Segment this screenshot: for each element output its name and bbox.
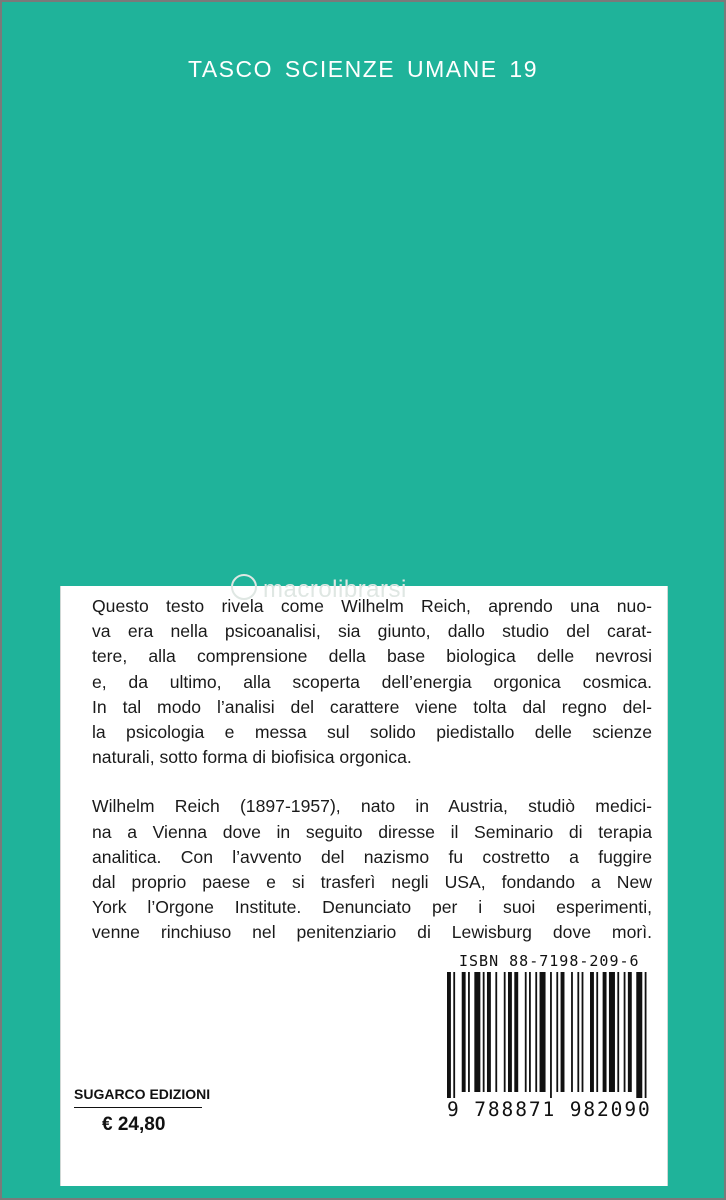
barcode-bar bbox=[577, 972, 579, 1092]
barcode-bar bbox=[487, 972, 491, 1092]
barcode-bar bbox=[550, 972, 552, 1098]
blurb-paragraph-2 bbox=[92, 794, 652, 945]
barcode-bar bbox=[535, 972, 537, 1092]
blurb-line: venne rinchiuso nel penitenziario di Lewisburg dove morì. bbox=[92, 922, 652, 943]
blurb-line: Questo testo rivela come Wilhelm Reich, aprendo una nuo- bbox=[92, 596, 652, 616]
blurb-line: analitica. Con l’avvento del nazismo fu costretto a fuggire bbox=[92, 846, 652, 867]
barcode-bar bbox=[561, 972, 565, 1092]
publisher-name: SUGARCO EDIZIONI bbox=[74, 1086, 211, 1102]
barcode-bar bbox=[645, 972, 647, 1098]
price: € 24,80 bbox=[102, 1114, 166, 1135]
blurb-line: York l’Orgone Institute. Denunciato per i suoi esperimenti, bbox=[92, 897, 652, 918]
ean-digits: 9 788871 982090 bbox=[447, 1098, 652, 1121]
blurb-line: na a Vienna dove in seguito diresse il Seminario di terapia bbox=[92, 821, 652, 842]
barcode-bar bbox=[628, 972, 632, 1092]
blurb bbox=[92, 594, 652, 946]
barcode-bar bbox=[495, 972, 497, 1092]
barcode-bar bbox=[508, 972, 512, 1092]
blurb-line: la psicologia e messa sul solido piedistallo delle scienze bbox=[92, 722, 652, 743]
barcode-bar bbox=[624, 972, 626, 1092]
barcode-bar bbox=[453, 972, 455, 1098]
barcode bbox=[447, 972, 651, 1098]
barcode-bar bbox=[468, 972, 470, 1092]
barcode-bar bbox=[447, 972, 451, 1098]
barcode-bar bbox=[529, 972, 531, 1092]
blurb-line: In tal modo l’analisi del carattere viene tolta dal regno del- bbox=[92, 696, 652, 717]
barcode-bar bbox=[603, 972, 607, 1092]
blurb-line: dal proprio paese e si trasferì negli USA, fondando a New bbox=[92, 872, 652, 893]
barcode-bar bbox=[609, 972, 615, 1092]
barcode-bar bbox=[483, 972, 485, 1092]
barcode-bar bbox=[504, 972, 506, 1092]
barcode-bar bbox=[474, 972, 480, 1092]
watermark-text: macrolibrarsi bbox=[263, 576, 407, 603]
blurb-paragraph-1 bbox=[92, 594, 652, 770]
blurb-line: naturali, sotto forma di biofisica orgonica. bbox=[92, 747, 412, 768]
barcode-bar bbox=[525, 972, 527, 1092]
barcode-bar bbox=[556, 972, 558, 1092]
barcode-bar bbox=[571, 972, 573, 1092]
barcode-bar bbox=[636, 972, 642, 1098]
barcode-bar bbox=[540, 972, 546, 1092]
barcode-bar bbox=[582, 972, 584, 1092]
text-panel bbox=[60, 576, 668, 1186]
blurb-line: Wilhelm Reich (1897-1957), nato in Austria, studiò medici- bbox=[92, 796, 652, 817]
blurb-line: e, da ultimo, alla scoperta dell’energia orgonica cosmica. bbox=[92, 671, 652, 692]
barcode-bar bbox=[590, 972, 594, 1092]
series-title: TASCO SCIENZE UMANE 19 bbox=[187, 56, 539, 82]
barcode-bar bbox=[596, 972, 598, 1092]
barcode-graphic bbox=[447, 972, 651, 1098]
barcode-bar bbox=[462, 972, 466, 1092]
blurb-line: tere, alla comprensione della base biologica delle nevrosi bbox=[92, 646, 652, 667]
isbn-label: ISBN 88-7198-209-6 bbox=[459, 952, 640, 970]
blurb-line: va era nella psicoanalisi, sia giunto, dallo studio del carat- bbox=[92, 621, 652, 642]
price-divider bbox=[74, 1107, 202, 1108]
barcode-bar bbox=[514, 972, 518, 1092]
barcode-bar bbox=[617, 972, 619, 1092]
